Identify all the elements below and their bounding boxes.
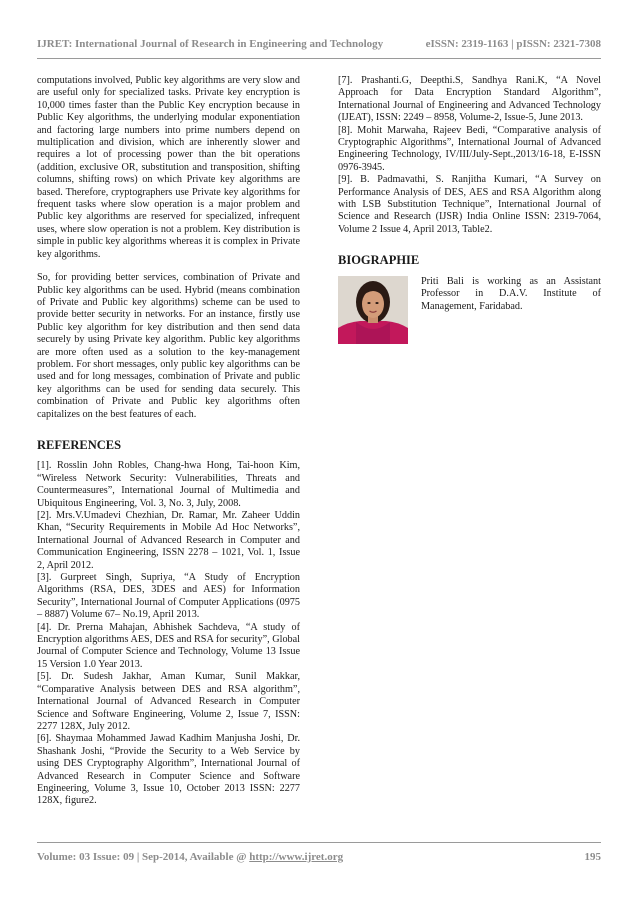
page-number: 195 (584, 851, 601, 863)
left-column (37, 75, 300, 808)
author-photo (338, 276, 408, 344)
running-footer (37, 851, 601, 863)
footer-rule (37, 842, 601, 843)
biography-heading: BIOGRAPHIE (338, 253, 420, 268)
reference-item: [1]. Rosslin John Robles, Chang-hwa Hong, Tai-hoon Kim, “Wireless Network Security: Vulnerabilities, Threats and Countermeasures”, International Journal of Multimedia and Ubiquitous Engineering, Vol. 3, No. 3, July, 2008. (37, 460, 300, 509)
biography-text: Priti Bali is working as an Assistant Professor in D.A.V. Institute of Management, Faridabad. (421, 275, 601, 312)
header-rule (37, 58, 601, 59)
reference-item: [2]. Mrs.V.Umadevi Chezhian, Dr. Ramar, Mr. Zaheer Uddin Khan, “Security Requirements in Mobile Ad Hoc Networks”, International Journal of Advanced Research in Computer and Communication Engineering, ISSN 2278 – 1021, Vol. 1, Issue 2, April 2012. (37, 510, 300, 571)
reference-item: [3]. Gurpreet Singh, Supriya, “A Study of Encryption Algorithms (RSA, DES, 3DES and AES) for Information Security”, International Journal of Computer Applications (0975 – 8887) Volume 67– No.19, April 2013. (37, 572, 300, 621)
running-header (37, 38, 601, 50)
footer-volume-info (37, 851, 343, 863)
author-portrait-image (338, 276, 408, 344)
journal-url-link[interactable]: http://www.ijret.org (249, 851, 344, 863)
issn-info: eISSN: 2319-1163 | pISSN: 2321-7308 (425, 38, 601, 50)
reference-item: [5]. Dr. Sudesh Jakhar, Aman Kumar, Sunil Makkar, “Comparative Analysis between DES and RSA algorithm”, International Journal of Advanced Research in Computer Science and Software Engineering, Volume 2, Issue 7, ISSN: 2277 128X, July 2012. (37, 671, 300, 732)
reference-item: [7]. Prashanti.G, Deepthi.S, Sandhya Rani.K, “A Novel Approach for Data Encryption Standard Algorithm”, International Journal of Engineering and Advanced Technology (IJEAT), ISSN: 2249 – 8958, Volume-2, Issue-5, June 2013. (338, 75, 601, 124)
reference-item: [4]. Dr. Prerna Mahajan, Abhishek Sachdeva, “A study of Encryption algorithms AES, DES and RSA for security”, Global Journal of Computer Science and Technology, Volume 13 Issue 15 Version 1.0 Year 2013. (37, 621, 300, 670)
biography-block (338, 276, 601, 344)
body-paragraph: So, for providing better services, combination of Private and Public key algorithms can be used. Hybrid (means combination of Private and Public key algorithms) scheme can be used to provide better security in networks. For an instance, firstly use Public key algorithm for key distribution and then send data securely by using Private key algorithm. Public key algorithms are more often used as a solution to the key-management problem. For short messages, only public key algorithms can be used and for long messages, combination of Private and public key algorithms can be used for sending data securely. This combination of Private and Public key algorithms often capitalizes on the best features of each. (37, 272, 300, 420)
references-heading: REFERENCES (37, 437, 122, 452)
body-paragraph: computations involved, Public key algorithms are very slow and are useful only for specialized tasks. Private key encryption is 10,000 times faster than the Public Key encryption because in Public Key algorithms, the underlying modular exponentiation and factoring large numbers into prime numbers depend on multiplication and division, which are inherently slower and requires a lot of processing power than the bit operations (addition, exclusive OR, substitution and transposition, shifting columns, shifting rows) on which Private key algorithms are based. Therefore, cryptographers use Private key algorithms for frequent tasks where slow operation is a major problem and Public key algorithms are reserved for specialized, infrequent uses, where slow operation is not a problem. Key distribution is simple in public key algorithms whereas it is complex in Private key algorithms. (37, 75, 300, 260)
volume-text: Volume: 03 Issue: 09 | Sep-2014, Available @ (37, 851, 250, 863)
reference-item: [9]. B. Padmavathi, S. Ranjitha Kumari, “A Survey on Performance Analysis of DES, AES and RSA Algorithm along with LSB Substitution Technique”, International Journal of Science and Research (IJSR) India Online ISSN: 2319-7064, Volume 2 Issue 4, April 2013, Table2. (338, 174, 601, 235)
reference-item: [6]. Shaymaa Mohammed Jawad Kadhim Manjusha Joshi, Dr. Shashank Joshi, “Provide the Security to a Web Service by using DES Cryptography Algorithm”, International Journal of Advanced Research in Computer Science and Software Engineering, Volume 3, Issue 10, October 2013 ISSN: 2277 128X, figure2. (37, 733, 300, 807)
right-column (338, 75, 601, 344)
journal-name: IJRET: International Journal of Research in Engineering and Technology (37, 38, 384, 50)
reference-item: [8]. Mohit Marwaha, Rajeev Bedi, “Comparative analysis of Cryptographic Algorithms”, International Journal of Advanced Engineering Technology, IV/III/July-Sept.,2013/16-18, E-ISSN 0976-3945. (338, 124, 601, 173)
